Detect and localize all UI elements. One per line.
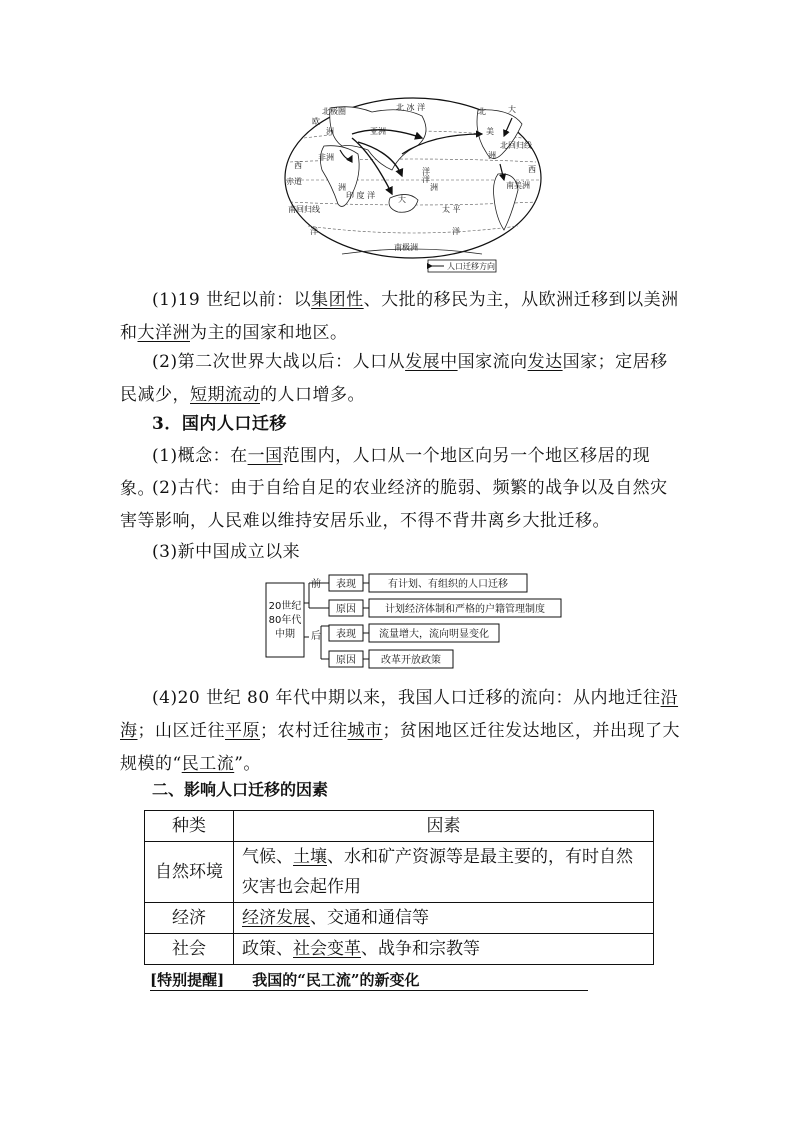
box-label: 改革开放政策 — [381, 655, 441, 666]
underlined-answer: 短期流动 — [190, 385, 260, 405]
box-label: 计划经济体制和严格的户籍管理制度 — [385, 604, 545, 615]
factors-table — [144, 810, 654, 965]
table-cell-type: 社会 — [145, 934, 234, 965]
map-label: 洲 — [326, 127, 334, 136]
underlined-answer: 社会变革 — [293, 939, 361, 959]
underlined-answer: 大洋洲 — [137, 323, 190, 343]
map-label: 南回归线 — [288, 205, 320, 214]
root-label: 80年代 — [268, 615, 302, 626]
table-cell-factors: 政策、社会变革、战争和宗教等 — [234, 934, 654, 965]
map-label: 洋 — [310, 227, 318, 236]
underlined-answer: 民工流 — [181, 754, 235, 774]
section-heading-factors: 二、影响人口迁移的因素 — [152, 780, 329, 799]
map-label: 美 — [486, 127, 494, 136]
heading-domestic-migration: 3．国内人口迁移 — [152, 414, 287, 434]
box-label: 原因 — [336, 655, 356, 666]
map-label: 亚洲 — [370, 127, 386, 136]
table-cell-factors: 气候、土壤、水和矿产资源等是最主要的，有时自然灾害也会起作用 — [234, 842, 654, 903]
table-cell-factors: 经济发展、交通和通信等 — [234, 903, 654, 934]
box-label: 原因 — [336, 604, 356, 615]
map-label: 北 — [478, 107, 486, 116]
legend-label: 人口迁移方向 — [447, 262, 495, 271]
root-label: 中期 — [275, 629, 295, 640]
root-label: 20世纪 — [268, 601, 302, 612]
table-cell-type: 经济 — [145, 903, 234, 934]
underlined-answer: 一国 — [247, 446, 283, 466]
map-label: 印 度 洋 — [346, 191, 376, 200]
map-label: 洲 — [430, 183, 438, 192]
underlined-answer: 土壤 — [293, 847, 327, 867]
table-cell-type: 自然环境 — [145, 842, 234, 903]
underlined-answer: 平原 — [225, 721, 260, 741]
table-header-cell: 种类 — [145, 811, 234, 842]
box-label: 表现 — [336, 629, 356, 640]
map-label: 非洲 — [318, 153, 334, 162]
underlined-answer: 城市 — [347, 721, 383, 741]
paragraph-before-19c: (1)19 世纪以前：以集团性、大批的移民为主，从欧洲迁移到以美洲和大洋洲为主的国家和地区。 — [120, 290, 679, 343]
table-header-cell: 因素 — [234, 811, 654, 842]
note-tag: [特别提醒] — [150, 971, 225, 989]
box-label: 流量增大，流向明显变化 — [379, 629, 489, 640]
underlined-answer: 经济发展 — [242, 908, 310, 928]
world-migration-map — [282, 94, 544, 278]
map-label: 大 — [398, 195, 406, 204]
note-title: 我国的“民工流”的新变化 — [252, 971, 420, 989]
before-label: 前 — [311, 579, 321, 590]
underlined-answer: 发展中 — [405, 352, 458, 372]
map-label: 欧 — [312, 117, 320, 126]
table-row — [145, 903, 654, 934]
map-label: 北极圈 — [322, 107, 346, 116]
special-note-heading — [150, 970, 588, 991]
map-label: 大 — [508, 105, 516, 114]
paragraph-concept: (1)概念：在一国范围内，人口从一个地区向另一个地区移居的现象。 — [120, 446, 651, 499]
map-label: 北回归线 — [500, 141, 532, 150]
map-label: 太 平 — [442, 205, 461, 214]
underlined-answer: 沿海 — [120, 688, 679, 741]
paragraph-post-ww2: (2)第二次世界大战以后：人口从发展中国家流向发达国家；定居移民减少，短期流动的人口增多。 — [120, 352, 668, 405]
after-label: 后 — [311, 631, 321, 642]
map-label: 西 — [528, 165, 536, 174]
table-row — [145, 842, 654, 903]
map-label: 洋 — [422, 167, 430, 176]
migration-flow-diagram — [265, 573, 565, 673]
underlined-answer: 发达 — [527, 352, 563, 372]
map-label: 北 冰 洋 — [396, 103, 426, 112]
box-label: 表现 — [336, 579, 356, 590]
map-label: 洋 — [422, 175, 430, 184]
map-label: 洲 — [338, 183, 346, 192]
table-header-row — [145, 811, 654, 842]
table-row — [145, 934, 654, 965]
map-label: 洋 — [452, 227, 460, 236]
paragraph-since-1980s: (4)20 世纪 80 年代中期以来，我国人口迁移的流向：从内地迁往沿海；山区迁往平原；农村迁往城市；贫困地区迁往发达地区，并出现了大规模的“民工流”。 — [120, 688, 680, 774]
paragraph-ancient: (2)古代：由于自给自足的农业经济的脆弱、频繁的战争以及自然灾害等影响，人民难以维持安居乐业，不得不背井离乡大批迁移。 — [120, 478, 668, 531]
map-label: 西 — [294, 161, 302, 170]
map-label: 赤道 — [286, 177, 302, 186]
box-label: 有计划、有组织的人口迁移 — [388, 579, 508, 590]
map-label: 南美洲 — [506, 181, 530, 190]
underlined-answer: 集团性 — [311, 290, 364, 310]
paragraph-new-china: (3)新中国成立以来 — [152, 542, 301, 562]
map-label: 南极洲 — [394, 243, 418, 252]
map-label: 洲 — [488, 151, 496, 160]
